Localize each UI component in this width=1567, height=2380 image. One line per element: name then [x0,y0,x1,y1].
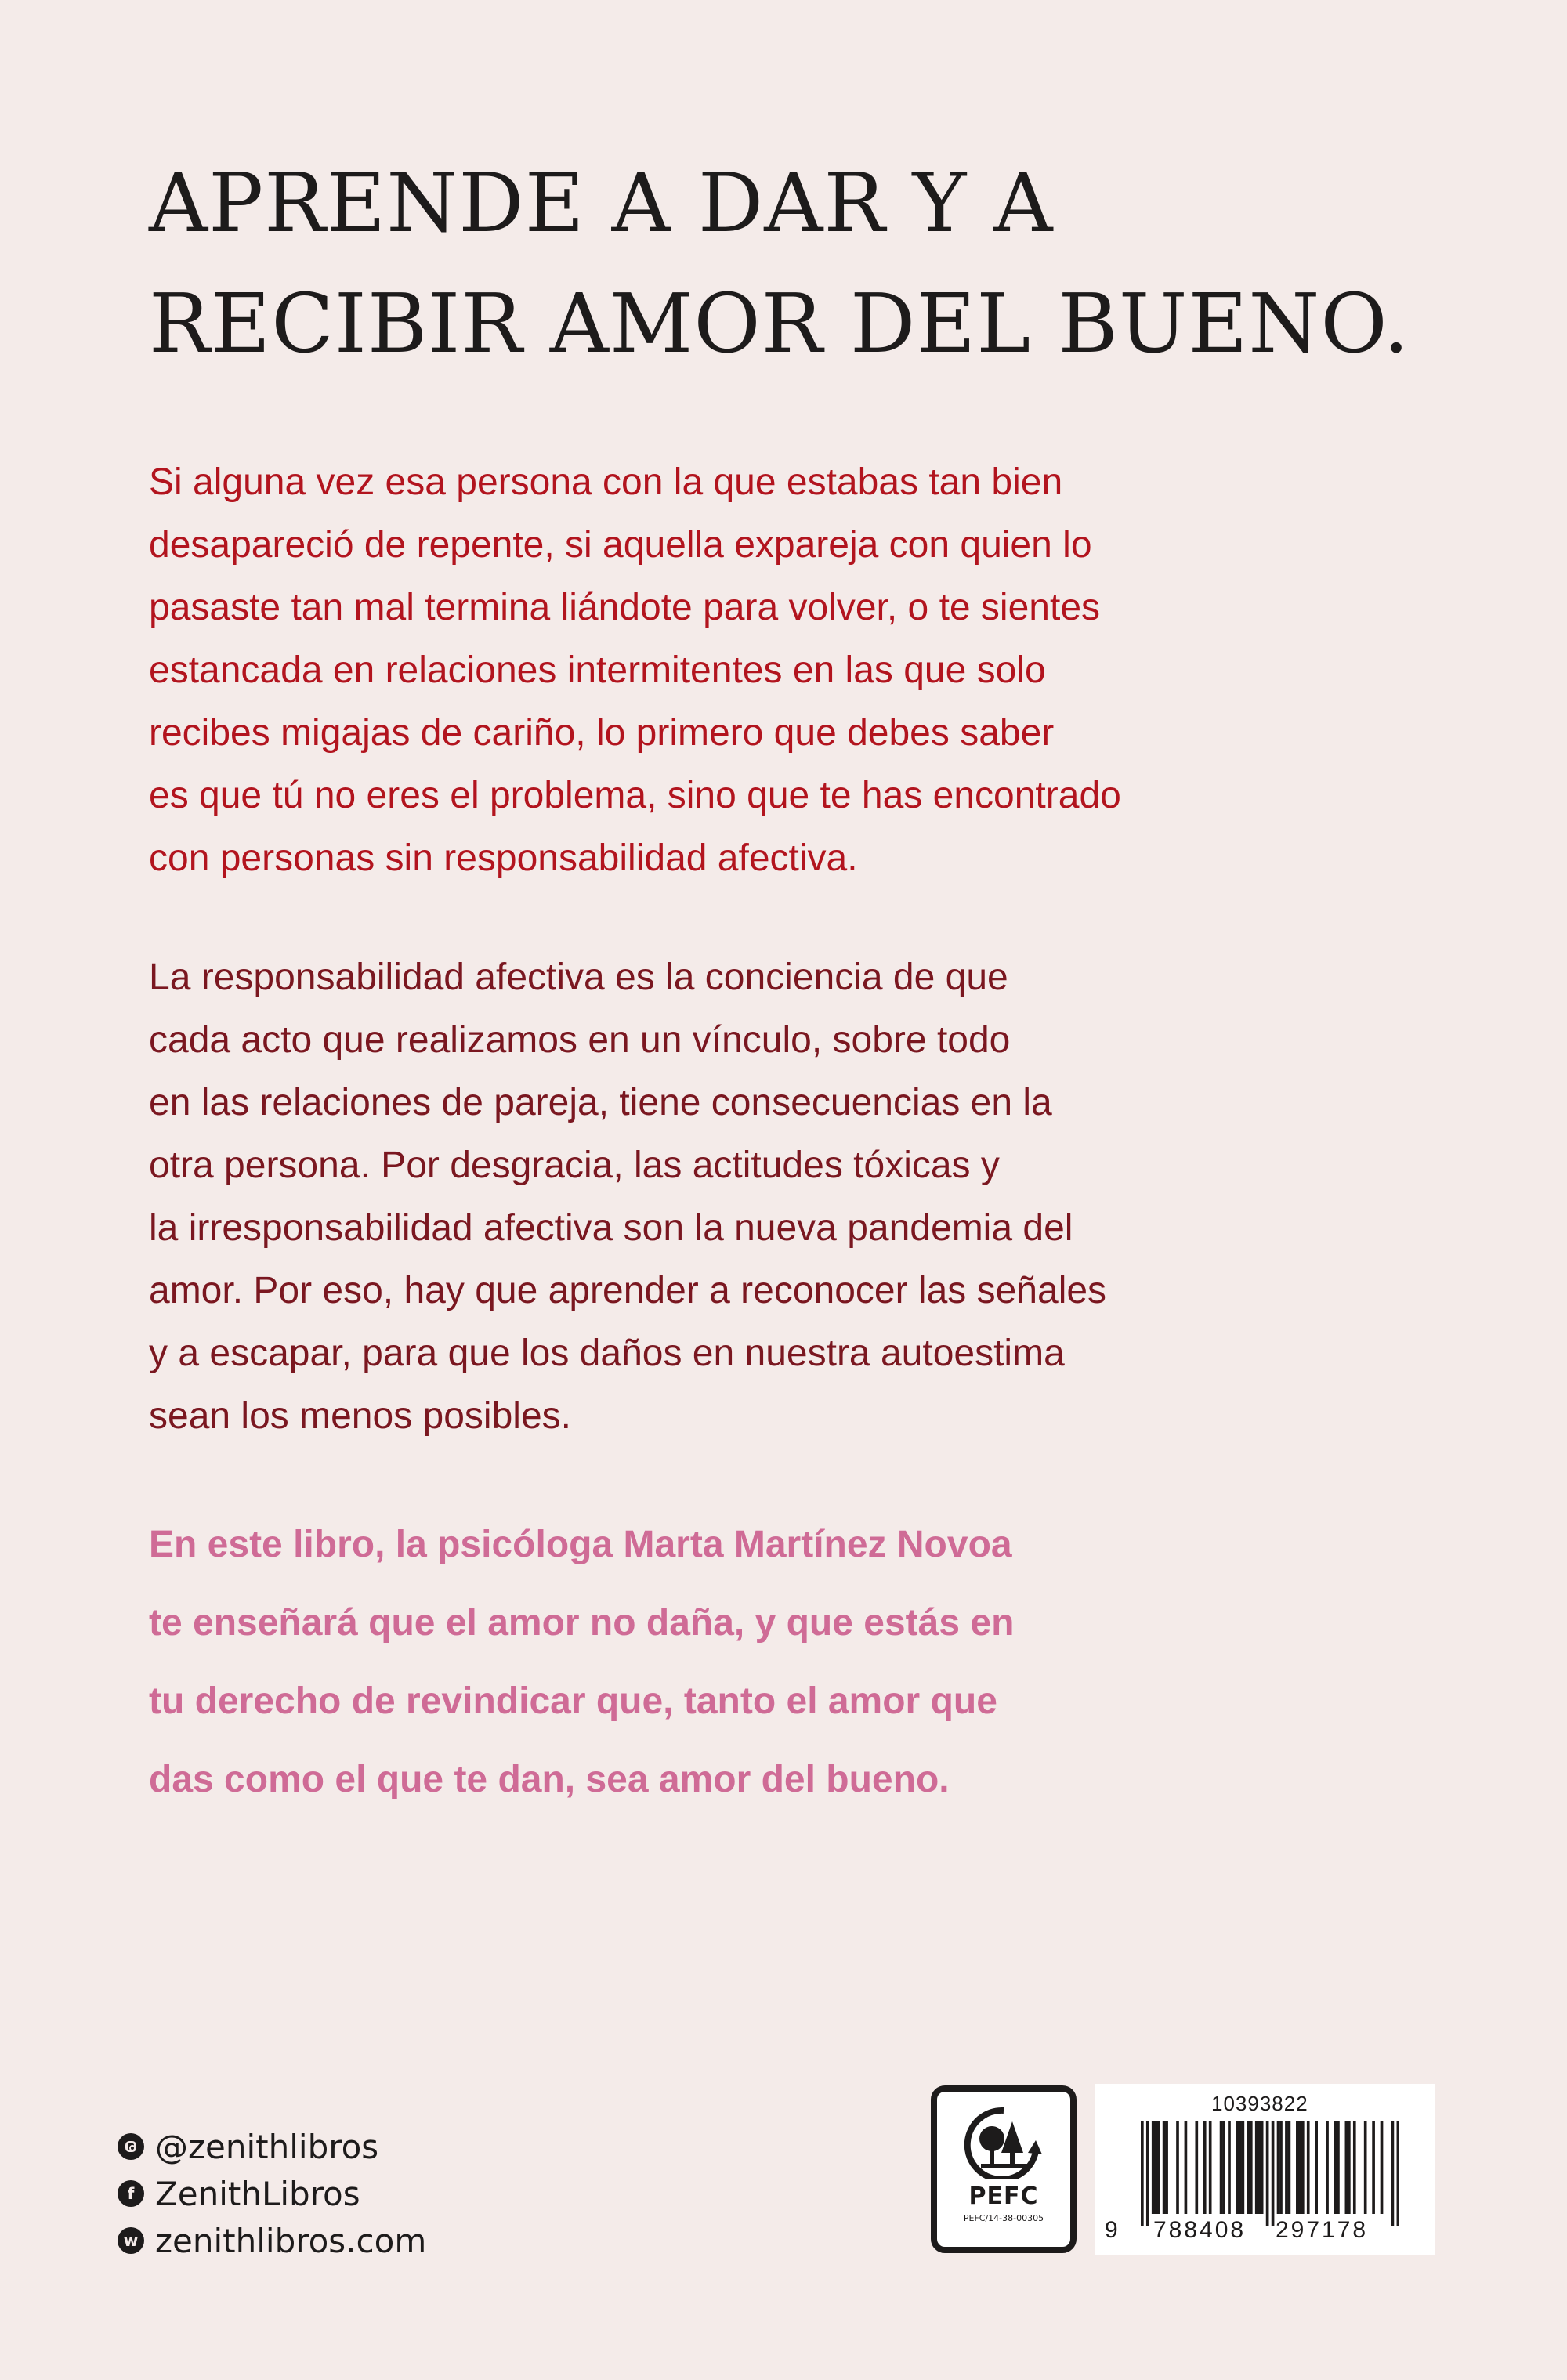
body-line: sean los menos posibles. [149,1395,571,1437]
barcode-bar [1222,2121,1225,2214]
barcode-bar [1239,2121,1242,2214]
pefc-code: PEFC/14-38-00305 [963,2213,1044,2223]
barcode-bar [1146,2121,1149,2226]
web-icon: w [118,2227,144,2254]
closing-line: das como el que te dan, sea amor del bueno. [149,1759,950,1800]
barcode-digits-left: 788408 [1153,2217,1247,2243]
pefc-tree-icon [961,2104,1047,2179]
barcode-bar [1209,2121,1212,2214]
pefc-logo [931,2085,1077,2253]
barcode-bar [1391,2121,1395,2226]
barcode-digits-right: 297178 [1276,2217,1369,2243]
body-line: y a escapar, para que los daños en nuestra autoestima [149,1333,1065,1374]
barcode-bar [1334,2121,1337,2214]
intro-line: Si alguna vez esa persona con la que estabas tan bien [149,461,1063,503]
barcode-bar [1236,2121,1239,2214]
social-facebook[interactable] [118,2170,666,2217]
intro-line: estancada en relaciones intermitentes en las que solo [149,649,1046,691]
headline [149,143,1418,384]
barcode-bar [1157,2121,1160,2214]
barcode-bar [1195,2121,1198,2214]
barcode-reference-number: 10393822 [1211,2092,1308,2115]
instagram-icon [118,2133,144,2160]
instagram-handle: @zenithlibros [155,2127,379,2166]
closing-paragraph [149,1506,1434,1819]
barcode-bar [1165,2121,1168,2214]
barcode-bars [1141,2121,1399,2226]
barcode-bar [1372,2121,1375,2214]
body-line: amor. Por eso, hay que aprender a reconocer las señales [149,1270,1107,1311]
barcode-bar [1397,2121,1399,2226]
body-line: en las relaciones de pareja, tiene consecuencias en la [149,1082,1052,1123]
body-line: otra persona. Por desgracia, las actitudes tóxicas y [149,1145,1000,1186]
barcode-bar [1381,2121,1384,2214]
closing-line: tu derecho de revindicar que, tanto el amor que [149,1680,997,1722]
intro-line: desapareció de repente, si aquella expareja con quien lo [149,524,1092,566]
body-line: cada acto que realizamos en un vínculo, sobre todo [149,1019,1011,1061]
barcode-bar [1364,2121,1367,2214]
pefc-label: PEFC [968,2183,1039,2210]
barcode-bar [1203,2121,1207,2214]
barcode-bar [1348,2121,1351,2214]
barcode-bar [1176,2121,1179,2214]
barcode-bar [1296,2121,1299,2214]
barcode-bar [1228,2121,1231,2214]
barcode-bar [1279,2121,1283,2214]
barcode-bar [1247,2121,1250,2214]
barcode-bar [1272,2121,1275,2226]
barcode-bar [1141,2121,1144,2226]
barcode-bar [1163,2121,1166,2214]
barcode-bar [1326,2121,1329,2214]
barcode-bar [1285,2121,1288,2214]
barcode-bar [1288,2121,1291,2214]
facebook-icon: f [118,2180,144,2207]
social-instagram[interactable] [118,2123,666,2170]
barcode-bar [1307,2121,1310,2214]
barcode-bar [1185,2121,1188,2214]
body-line: La responsabilidad afectiva es la conciencia de que [149,957,1008,998]
barcode-bar [1152,2121,1155,2214]
barcode-bar [1353,2121,1356,2214]
barcode-bar [1345,2121,1348,2214]
barcode-bar [1298,2121,1301,2214]
intro-line: recibes migajas de cariño, lo primero que debes saber [149,712,1055,754]
barcode-bar [1266,2121,1269,2226]
body-paragraph [149,946,1434,1448]
barcode-bar [1301,2121,1305,2214]
barcode-bar [1250,2121,1253,2214]
barcode-bar [1261,2121,1264,2214]
barcode-bar [1154,2121,1157,2214]
barcode-bar [1220,2121,1223,2214]
closing-line: te enseñará que el amor no daña, y que estás en [149,1602,1015,1644]
social-links [118,2123,666,2264]
headline-line-2: RECIBIR AMOR DEL BUENO. [149,276,1410,371]
headline-line-1: APRENDE A DAR Y A [149,155,1054,251]
barcode-digit-first: 9 [1105,2217,1118,2243]
facebook-handle: ZenithLibros [155,2174,360,2213]
intro-paragraph [149,451,1434,890]
intro-line: con personas sin responsabilidad afectiva. [149,837,858,879]
isbn-barcode [1095,2084,1435,2255]
intro-line: es que tú no eres el problema, sino que te has encontrado [149,775,1121,816]
barcode-bar [1255,2121,1258,2214]
body-line: la irresponsabilidad afectiva son la nueva pandemia del [149,1207,1073,1249]
barcode-bar [1315,2121,1318,2214]
intro-line: pasaste tan mal termina liándote para volver, o te sientes [149,587,1101,628]
barcode-bar [1242,2121,1245,2214]
barcode-bar [1277,2121,1280,2214]
barcode-bar [1258,2121,1261,2214]
closing-line: En este libro, la psicóloga Marta Martínez Novoa [149,1524,1012,1565]
social-web[interactable] [118,2217,666,2264]
website-url: zenithlibros.com [155,2221,427,2260]
barcode-bar [1337,2121,1340,2214]
